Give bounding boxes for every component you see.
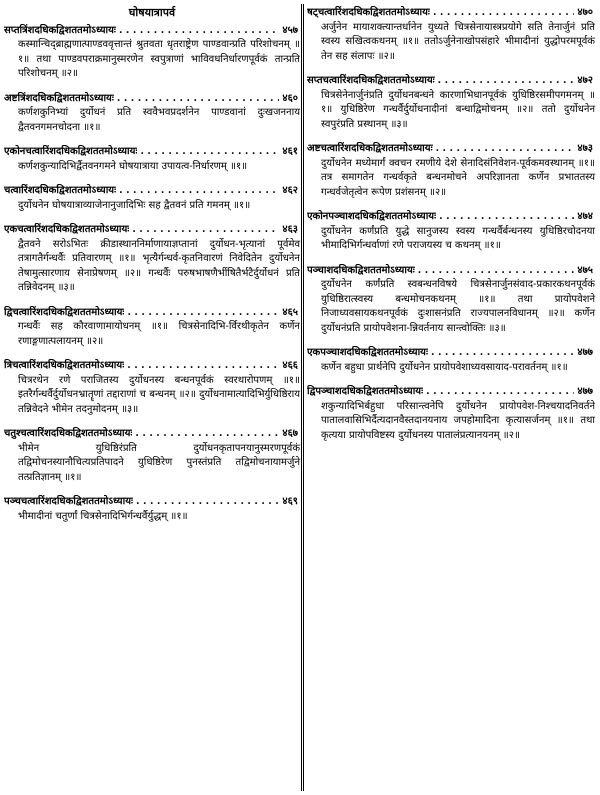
chapter-summary: अर्जुनेन मायाशक्त्यान्तर्धानेन युध्यते चित्रसेनायास्त्रप्रयोगे सति तेनार्जुनं प्रति स्वस्य सखित्वकथनम् ॥१॥ ततोऽर्जुनेनाखोपसंहारे भीमादीनां युद्धोपरमपूर्वकं तेन सह संलापः ॥२॥ [321,21,595,62]
page-number: ४६६ [282,360,298,371]
page-number: ४६९ [282,496,298,507]
dot-leader [119,184,279,199]
chapter-summary: गन्धर्वैः सह कौरवाणामायोधनम् ॥१॥ चित्रसेनादिभि-र्विरथीकृतेन कर्णेन रणाङ्गणात्पलायनम् ॥२॥ [18,321,300,347]
dot-leader [132,223,279,238]
chapter-entry [307,142,595,200]
chapter-name: द्विचत्वारिंशदधिकद्विशततमोऽध्यायः [4,306,125,318]
chapter-entry [4,92,300,136]
page-number: ४७७ [577,347,593,358]
chapter-name: एकचत्वारिंशदधिकद्विशततमोऽध्यायः [4,224,130,235]
dot-leader [135,427,279,442]
chapter-summary: कर्णशकुन्यादिभिर्द्वैतवनगमने घोषयात्राया उपायत्व-निर्धारणम् ॥१॥ [18,160,248,172]
chapter-entry [307,385,595,443]
page-number: ४७५ [577,264,593,276]
chapter-entry [4,145,300,174]
chapter-summary: भीमेन युधिष्ठिरंप्रति दुर्योधनकृतापनयानुस्मरणपूर्वकं तद्विमोचनस्यानौचित्यप्रतिपादने युधिष्ठिरेण पुनस्तंप्रति तद्विमोचनायामर्जुने तत्प्रतिज्ञानम् ॥१॥ [18,442,300,483]
chapter-heading [307,264,595,279]
dot-leader [127,359,279,374]
page-number: ४६२ [282,185,298,196]
page-number: ४७४ [577,211,593,222]
chapter-entry [4,427,300,485]
page-number: ४७० [577,7,593,18]
chapter-name: एकोनपञ्चाशदधिकद्विशततमोऽध्यायः [307,211,437,222]
dot-leader [119,24,279,39]
chapter-summary: भीमादीनां चतुर्णां चित्रसेनादिभिर्गन्धर्वैर्युद्धम् ॥१॥ [18,510,188,522]
chapter-entry [307,264,595,337]
chapter-summary: कर्णेन बहुधा प्रार्थनेपि दुर्योधनेन प्रायोपवेशाध्यवसायाद-परावर्तनम् ॥१॥ [321,361,568,373]
chapter-name: द्विपञ्चाशदधिकद्विशततमोऽध्यायः [307,386,424,397]
page-number: ४६१ [282,146,298,157]
chapter-heading [4,184,300,199]
dot-leader [136,495,279,510]
chapter-entry [307,6,595,64]
chapter-heading [307,74,595,89]
chapter-name: एकोनचत्वारिंशदधिकद्विशततमोऽध्यायः [4,146,138,157]
page-number: ४७३ [577,143,593,154]
column-divider [301,4,304,791]
chapter-name: षट्चत्वारिंशदधिकद्विशततमोऽध्यायः [307,7,430,18]
dot-leader [140,145,279,160]
chapter-name: सप्तत्रिंशदधिकद्विशततमोऽध्यायः [4,24,116,36]
dot-leader [418,264,575,279]
chapter-summary: दुर्योधनेन घोषयात्राव्याजेनानुजादिभिः सह द्वैतवनं प्रति गमनम् ॥१॥ [18,199,251,211]
dot-leader [117,92,280,107]
chapter-summary: चित्रसेनेनार्जुनंप्रति दुर्योधनबन्धने कारणाभिधानपूर्वकं युधिष्ठिरसमीपगमनम् ॥१॥ युधिष्ठिरेण गन्धर्वैर्दुर्योधनादीनां बन्धाद्विमोचनम् ॥२॥ ततो दुर्योधनेन स्वपुरंप्रति प्रस्थानम् ॥३॥ [321,89,595,130]
chapter-heading [4,427,300,442]
page-number: ४५७ [282,24,298,36]
chapter-name: पञ्चचत्वारिंशदधिकद्विशततमोऽध्यायः [4,496,134,507]
chapter-heading [4,145,300,160]
chapter-heading [307,6,595,21]
chapter-heading [307,142,595,157]
chapter-heading [307,210,595,225]
page-number: ४६५ [282,306,298,318]
chapter-entry [307,210,595,254]
left-column [4,6,300,534]
chapter-entry [4,495,300,524]
chapter-heading [4,24,300,39]
chapter-summary: कर्णशकुनिभ्यां दुर्योधनं प्रति स्ववैभवप्रदर्शनेन पाण्डवानां दुःखजननाय द्वैतवनगमनचोदना ॥१॥ [18,107,300,133]
page-number: ४७२ [577,75,593,86]
chapter-entry [307,346,595,375]
chapter-entry [4,359,300,417]
chapter-entry [307,74,595,132]
right-column [307,6,595,453]
chapter-summary: चित्ररथेन रणे पराजितस्य दुर्योधनस्य बन्धनपूर्वकं स्वरथारोपणम् ॥१॥ इतरैर्गन्धर्वैर्दुर्योधनभ्रातॄणां तद्दाराणां च बन्धनम् ॥२॥ दुर्योधनामात्यादिभिर्युधिष्ठिराय तन्निवेदने भीमेन तदनुमोदनम् ॥३॥ [18,374,300,415]
dot-leader [127,306,279,321]
chapter-summary: द्वैतवने सरोऽभितः क्रीडास्थाननिर्माणायाज्ञप्तानां दुर्योधन-भृत्यानां पूर्वमेव तत्रागतैर्गन्धर्वैः प्रतिवारणम् ॥१॥ भृत्यैर्गन्धर्व-कृतनिवारणं निवेदितेन दुर्योधनेन तेषामुत्सारणाय सेनाप्रेषणम् ॥२॥ गन्धर्वैः परुषभाषणैर्भीषितैर्भटैर्दुर्योधनं प्रति तन्निवेदनम् ॥३॥ [18,238,300,293]
chapter-heading [4,92,300,107]
dot-leader [438,74,575,89]
chapter-summary: दुर्योधनेन मध्येमार्गं क्वचन रमणीये देशे सेनादिसंनिवेशन-पूर्वकमवस्थानम् ॥१॥ तत्र समागतेन गन्धर्वकृते बन्धनमोचने अपरिज्ञानता कर्णेन प्रभाततस्य गन्धर्वजेतृत्वेन रूपेण प्रशंसनम् ॥२॥ [321,157,595,198]
right-entry-list [307,6,595,443]
chapter-heading [4,223,300,238]
chapter-heading [307,385,595,400]
chapter-summary: दुर्योधनेन कर्णंप्रति युद्धे सानुजस्य स्वस्य गन्धर्वैर्बन्धनस्य युधिष्ठिरचोदनया भीमादिभिर्गन्धर्वाणां रणे पराजयस्य च कथनम् ॥१॥ [321,225,595,251]
chapter-heading [4,306,300,321]
chapter-entry [4,184,300,213]
chapter-name: पञ्चाशदधिकद्विशततमोऽध्यायः [307,264,415,276]
dot-leader [433,6,574,21]
chapter-entry [4,306,300,350]
chapter-name: अष्टत्रिंशदधिकद्विशततमोऽध्यायः [4,92,114,104]
page-number: ४६० [282,92,298,104]
chapter-name: चत्वारिंशदधिकद्विशततमोऽध्यायः [4,185,117,196]
chapter-name: सप्तचत्वारिंशदधिकद्विशततमोऽध्यायः [307,75,435,86]
page-number: ४६३ [282,224,298,235]
left-entry-list [4,24,300,525]
chapter-heading [307,346,595,361]
page-number: ४६७ [282,428,298,439]
dot-leader [426,385,574,400]
chapter-heading [4,495,300,510]
chapter-heading [4,359,300,374]
chapter-summary: शकुन्यादिभिर्बहुधा परिसान्त्वनेपि दुर्योधनेन प्रायोपवेश-निश्चयादनिवर्तने पातालवासिभिर्दैत्यदानवैस्तदानयनाय जपहोमादिना कृत्यासर्जनम् ॥१॥ तथा कृत्यया प्रायोपविष्टस्य दुर्योधनस्य पातालंप्रत्यानयनम् ॥२॥ [321,400,595,441]
chapter-summary: दुर्योधनेन कर्णंप्रति स्वबन्धनविषये चित्रसेनार्जुनसंवाद-प्रकारकथनपूर्वकं युधिष्ठिरात्स्वस्य बन्धमोचनकथनम् ॥१॥ तथा प्रायोपवेशने निजाध्यवसायकथनपूर्वकं दुःशासनंप्रति राज्यपालनविधानम् ॥२॥ कर्णेन दुर्योधनंप्रति प्रायोपवेशना-न्निवर्तनाय सान्त्वोक्तिः ॥३॥ [321,279,595,334]
dot-leader [439,210,574,225]
chapter-name: त्रिचत्वारिंशदधिकद्विशततमोऽध्यायः [4,360,125,371]
chapter-name: एकपञ्चाशदधिकद्विशततमोऽध्यायः [307,347,428,358]
dot-leader [436,142,575,157]
chapter-name: चतुश्चत्वारिंशदधिकद्विशततमोऽध्यायः [4,428,133,439]
section-title: घोषयात्रापर्व [128,6,176,19]
chapter-summary: कस्मान्चिद्ब्राह्मणात्पाण्डववृत्तान्तं श्रुतवता धृतराष्ट्रेण पाण्डवान्प्रति परिशोचनम् ॥१॥ तथा पाण्डवपराक्रमानुस्मरणेन स्वपुत्राणां भाविवधनिर्धारणपूर्वकं तान्प्रति परिशोचनम् ॥२॥ [18,39,300,79]
chapter-entry [4,223,300,296]
chapter-entry [4,24,300,82]
page-number: ४७७ [577,386,593,397]
dot-leader [431,346,574,361]
chapter-name: अष्टचत्वारिंशदधिकद्विशततमोऽध्यायः [307,143,433,154]
